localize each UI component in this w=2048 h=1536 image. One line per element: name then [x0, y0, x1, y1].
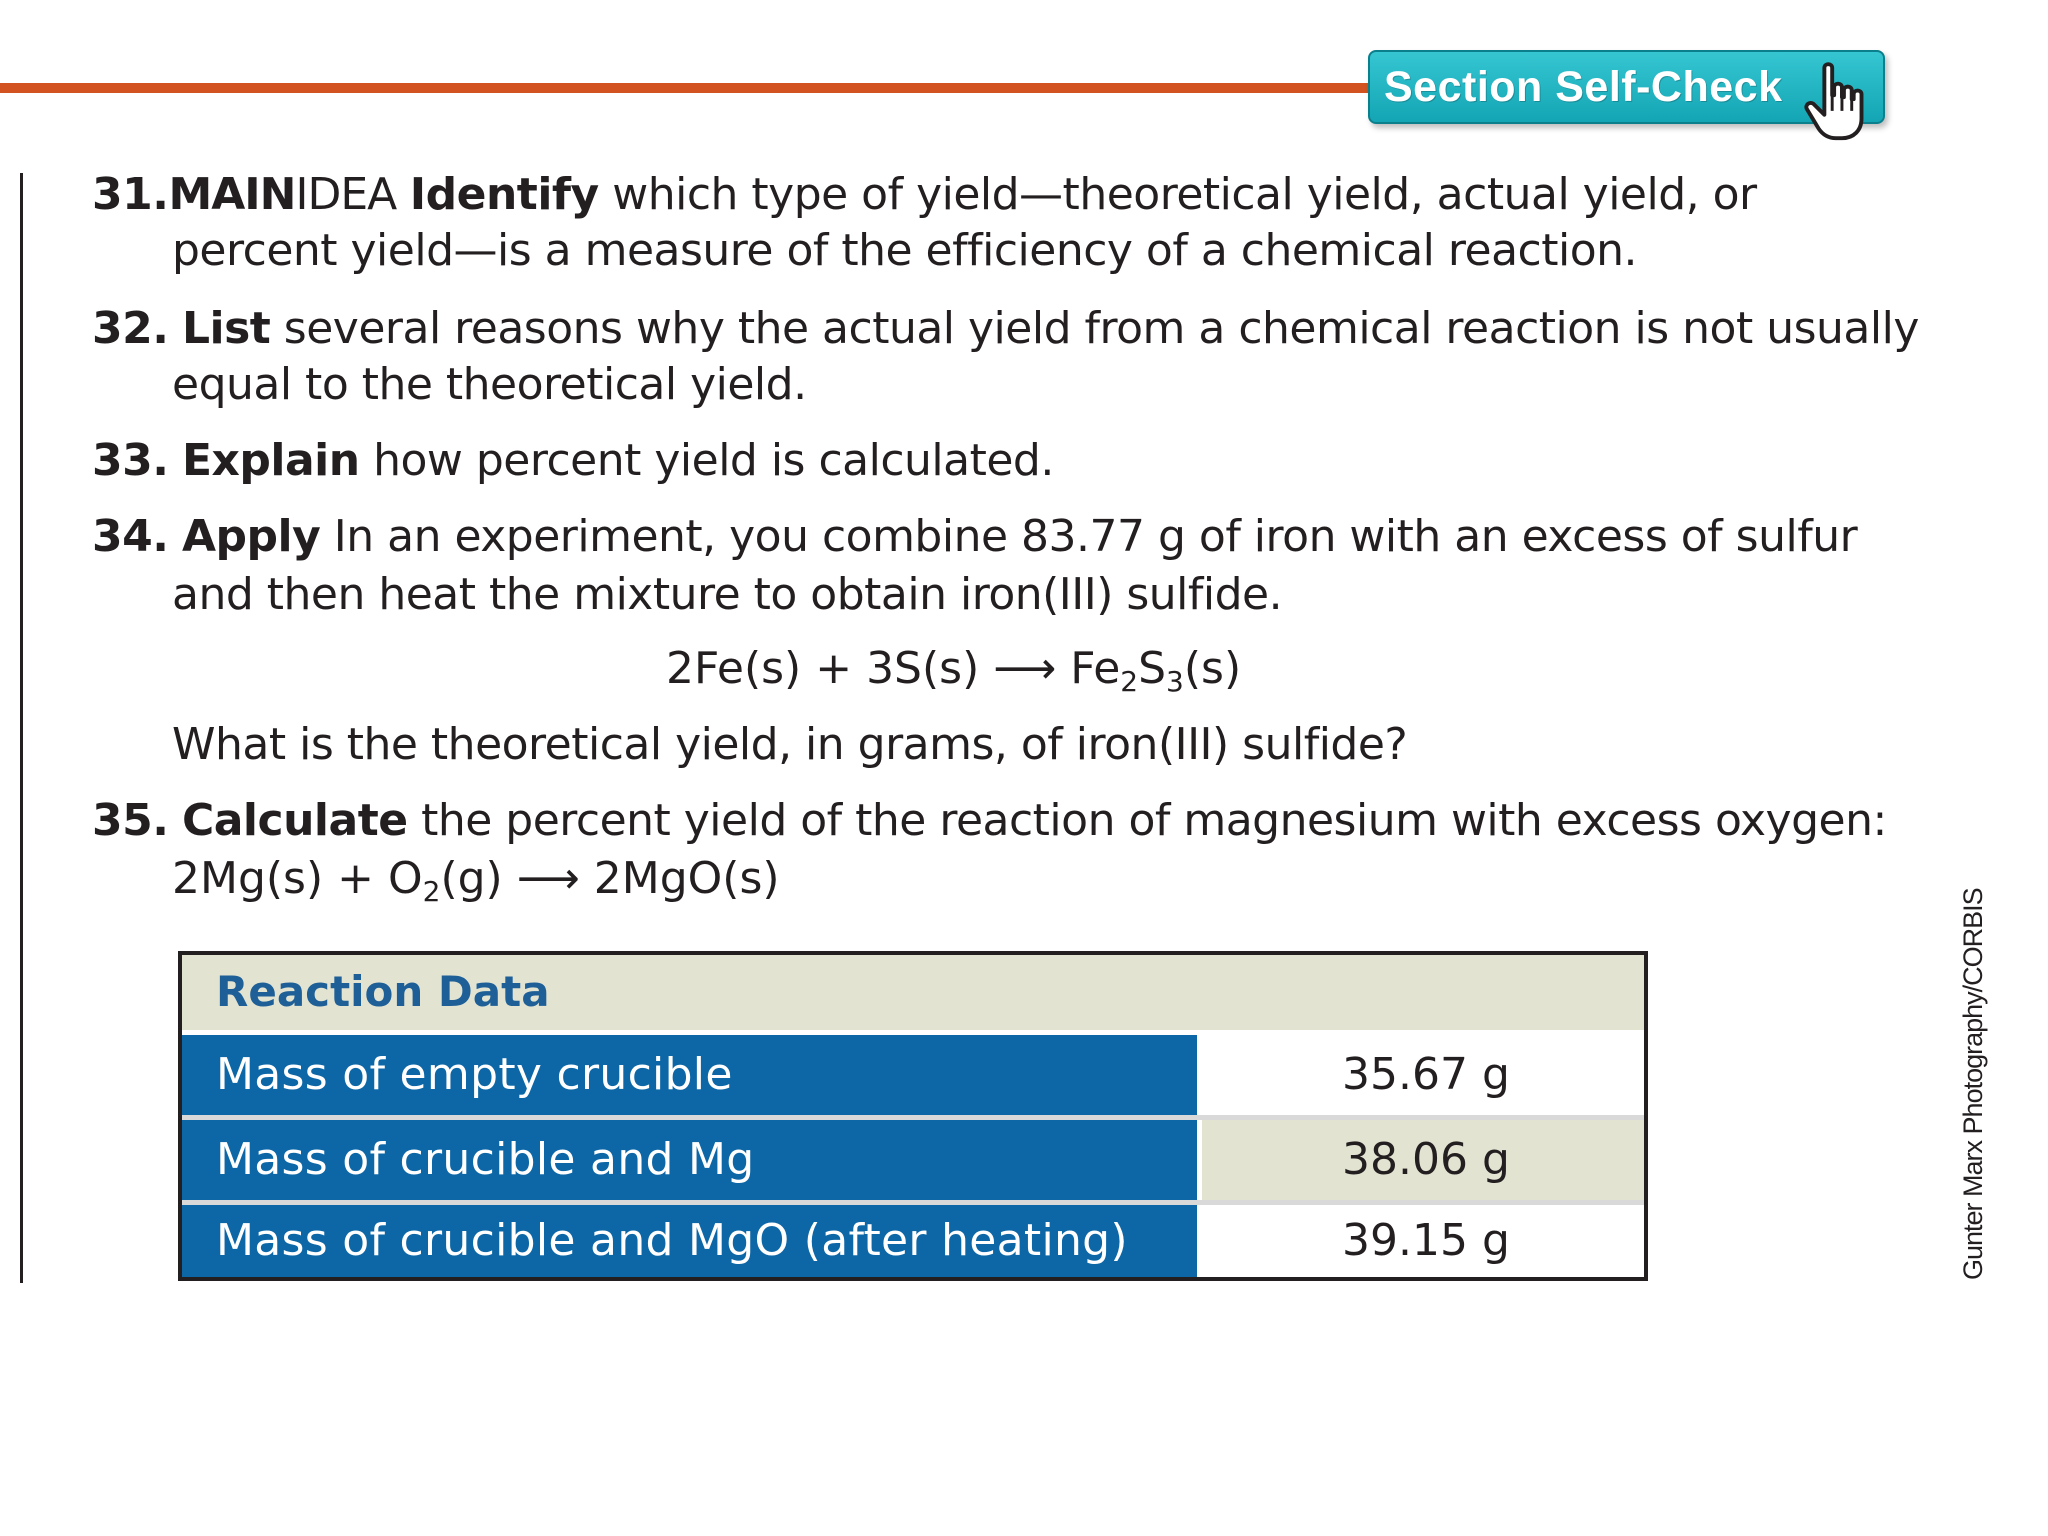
- table-row: [182, 1035, 1644, 1115]
- header-rule: [0, 83, 1380, 93]
- question-31-line-2: percent yield—is a measure of the efficiency of a chemical reaction.: [172, 225, 1637, 276]
- question-34-line-2: and then heat the mixture to obtain iron(III) sulfide.: [172, 569, 1283, 620]
- equation-left: 2Mg(s) + O: [172, 853, 423, 904]
- row-value-cell: [1197, 1205, 1644, 1277]
- idea-label: IDEA: [295, 169, 397, 220]
- question-text: which type of yield—theoretical yield, actual yield, or: [598, 169, 1757, 220]
- row-label: Mass of empty crucible: [216, 1049, 733, 1100]
- question-number: 33.: [92, 435, 169, 486]
- question-32-line-2: equal to the theoretical yield.: [172, 359, 807, 410]
- question-text: several reasons why the actual yield from a chemical reaction is not usually: [270, 303, 1919, 354]
- iron-sulfide-equation: [666, 640, 1241, 710]
- question-35: [92, 792, 1887, 849]
- row-label: Mass of crucible and Mg: [216, 1134, 755, 1185]
- question-text: the percent yield of the reaction of magnesium with excess oxygen:: [407, 795, 1887, 846]
- question-33: [92, 432, 1054, 489]
- table-row: [182, 1205, 1644, 1277]
- table-row: [182, 1120, 1644, 1200]
- question-number: 32.: [92, 303, 169, 354]
- question-keyword: Explain: [181, 435, 360, 486]
- table-title: Reaction Data: [216, 967, 550, 1016]
- question-number: 35.: [92, 795, 169, 846]
- equation-mid: S: [1138, 643, 1167, 694]
- question-34: [92, 508, 1857, 565]
- table-header: [182, 955, 1644, 1035]
- equation-right: (s): [1183, 643, 1242, 694]
- question-keyword: List: [181, 303, 271, 354]
- equation-subscript: 2: [422, 875, 441, 908]
- section-self-check-button[interactable]: [1368, 50, 1885, 124]
- question-keyword: Calculate: [181, 795, 408, 846]
- question-keyword: Apply: [181, 511, 321, 562]
- question-34-prompt: What is the theoretical yield, in grams, of iron(III) sulfide?: [172, 719, 1408, 770]
- hand-pointer-icon: [1800, 60, 1880, 146]
- row-label-cell: [182, 1120, 1197, 1200]
- row-label: Mass of crucible and MgO (after heating): [216, 1215, 1128, 1266]
- magnesium-oxide-equation: [172, 850, 780, 920]
- question-31: [92, 166, 1757, 223]
- question-text: In an experiment, you combine 83.77 g of iron with an excess of sulfur: [320, 511, 1858, 562]
- row-value-cell: [1197, 1035, 1644, 1115]
- question-text: how percent yield is calculated.: [359, 435, 1054, 486]
- photo-credit: Gunter Marx Photography/CORBIS: [1958, 888, 1988, 1280]
- row-label-cell: [182, 1205, 1197, 1277]
- row-value: 35.67 g: [1342, 1049, 1510, 1100]
- self-check-label: Section Self-Check: [1384, 62, 1783, 111]
- row-value: 39.15 g: [1342, 1215, 1510, 1266]
- row-label-cell: [182, 1035, 1197, 1115]
- equation-left: 2Fe(s) + 3S(s) ⟶ Fe: [666, 643, 1121, 694]
- equation-subscript: 2: [1120, 665, 1139, 698]
- equation-subscript: 3: [1166, 665, 1184, 698]
- main-label: MAIN: [168, 169, 296, 220]
- question-number: 34.: [92, 511, 169, 562]
- question-keyword: Identify: [409, 169, 599, 220]
- question-32: [92, 300, 1919, 357]
- row-value-cell: [1197, 1120, 1644, 1200]
- question-number: 31.: [92, 169, 169, 220]
- row-value: 38.06 g: [1342, 1134, 1510, 1185]
- margin-rule: [20, 173, 23, 1283]
- reaction-data-table: [178, 951, 1648, 1281]
- equation-right: (g) ⟶ 2MgO(s): [440, 853, 780, 904]
